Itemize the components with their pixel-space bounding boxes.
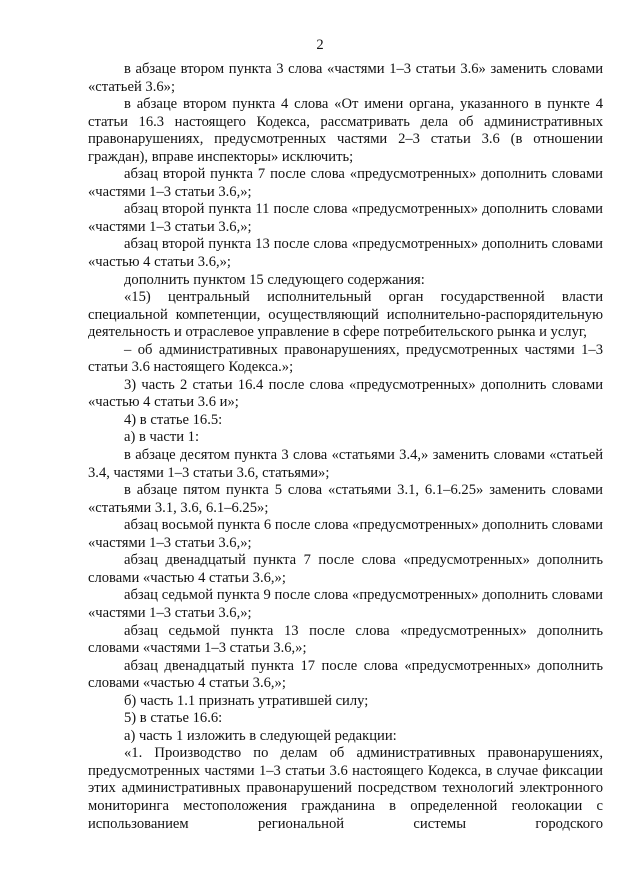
paragraph-8: – об административных правонарушениях, предусмотренных частями 1–3 статьи 3.6 настоящего Кодекса.»;: [88, 341, 603, 376]
document-body: [88, 61, 603, 833]
paragraph-3: абзац второй пункта 7 после слова «предусмотренных» дополнить словами «частями 1–3 статьи 3.6,»;: [88, 166, 603, 200]
paragraph-12: в абзаце десятом пункта 3 слова «статьями 3.4,» заменить словами «статьей 3.4, частями 1–3 статьи 3.6, статьями»;: [88, 447, 603, 481]
paragraph-7: «15) центральный исполнительный орган государственной власти специальной компетенции, осуществляющий исполнительно-распорядительную деятельность и отраслевое управление в сфере потребительского рынка и услуг,: [88, 289, 603, 341]
paragraph-9: 3) часть 2 статьи 16.4 после слова «предусмотренных» дополнить словами «частью 4 статьи 3.6 и»;: [88, 376, 603, 411]
paragraph-6: дополнить пунктом 15 следующего содержания:: [124, 271, 425, 288]
paragraph-15: абзац двенадцатый пункта 7 после слова «предусмотренных» дополнить словами «частью 4 статьи 3.6,»;: [88, 552, 603, 586]
paragraph-22: «1. Производство по делам об административных правонарушениях, предусмотренных частями 1–3 статьи 3.6 настоящего Кодекса, в случае фиксации этих административных правонарушений посредством технологий электронного мониторинга местоположения гражданина в определенной геолокации с использованием региональной системы городского: [88, 745, 603, 832]
paragraph-10: 4) в статье 16.5:: [124, 411, 223, 428]
paragraph-17: абзац седьмой пункта 13 после слова «предусмотренных» дополнить словами «частями 1–3 статьи 3.6,»;: [88, 622, 603, 657]
paragraph-14: абзац восьмой пункта 6 после слова «предусмотренных» дополнить словами «частями 1–3 статьи 3.6,»;: [88, 517, 603, 551]
paragraph-11: а) в части 1:: [124, 429, 200, 446]
paragraph-21: а) часть 1 изложить в следующей редакции:: [124, 727, 397, 744]
paragraph-20: 5) в статье 16.6:: [124, 710, 223, 727]
paragraph-4: абзац второй пункта 11 после слова «предусмотренных» дополнить словами «частями 1–3 статьи 3.6,»;: [88, 201, 603, 235]
paragraph-18: абзац двенадцатый пункта 17 после слова «предусмотренных» дополнить словами «частью 4 статьи 3.6,»;: [88, 657, 603, 692]
paragraph-5: абзац второй пункта 13 после слова «предусмотренных» дополнить словами «частью 4 статьи 3.6,»;: [88, 236, 603, 271]
page-number: 2: [316, 37, 324, 53]
paragraph-19: б) часть 1.1 признать утратившей силу;: [124, 692, 369, 709]
paragraph-13: в абзаце пятом пункта 5 слова «статьями 3.1, 6.1–6.25» заменить словами «статьями 3.1, 3.6, 6.1–6.25»;: [88, 482, 603, 516]
paragraph-1: в абзаце втором пункта 3 слова «частями 1–3 статьи 3.6» заменить словами «статьей 3.6»;: [88, 61, 603, 95]
paragraph-16: абзац седьмой пункта 9 после слова «предусмотренных» дополнить словами «частями 1–3 статьи 3.6,»;: [88, 587, 603, 621]
paragraph-2: в абзаце втором пункта 4 слова «От имени органа, указанного в пункте 4 статьи 16.3 настоящего Кодекса, рассматривать дела об административных правонарушениях, предусмотренных частями 2–3 статьи 3.6 (в отношении граждан), вправе инспекторы» исключить;: [88, 96, 603, 165]
